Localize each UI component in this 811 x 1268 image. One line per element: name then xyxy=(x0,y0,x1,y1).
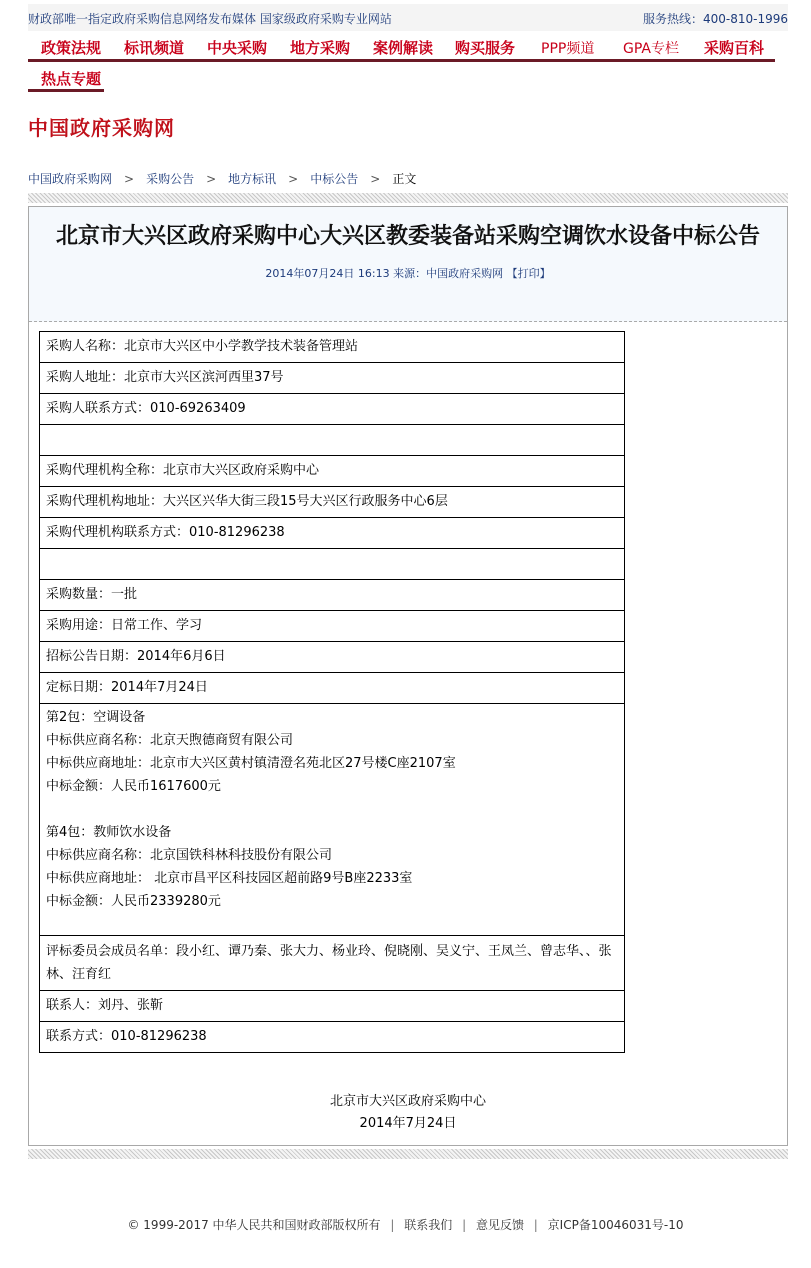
breadcrumb-current: 正文 xyxy=(392,172,417,186)
breadcrumb-home[interactable]: 中国政府采购网 xyxy=(28,172,113,186)
tender-date: 招标公告日期：2014年6月6日 xyxy=(40,642,625,673)
empty-row xyxy=(40,549,625,580)
chevron-right-icon: > xyxy=(288,172,299,186)
article-container xyxy=(28,206,788,1146)
divider-hatch-top xyxy=(28,193,788,203)
award-date: 定标日期：2014年7月24日 xyxy=(40,673,625,704)
contact-phone: 联系方式：010-81296238 xyxy=(40,1022,625,1053)
buyer-name: 采购人名称：北京市大兴区中小学教学技术装备管理站 xyxy=(40,332,625,363)
package-title: 第4包：教师饮水设备 xyxy=(46,825,172,840)
source-label: 来源： xyxy=(393,267,427,280)
package-title: 第2包：空调设备 xyxy=(46,710,146,725)
award-amount: 中标金额：人民币2339280元 xyxy=(46,894,221,909)
icp-link[interactable]: 京ICP备10046031号-10 xyxy=(547,1218,684,1232)
breadcrumb-award-announcements[interactable]: 中标公告 xyxy=(310,172,359,186)
print-button[interactable]: 【打印】 xyxy=(506,267,551,280)
divider-hatch-bottom xyxy=(28,1149,788,1159)
purchase-purpose: 采购用途：日常工作、学习 xyxy=(40,611,625,642)
award-info-table xyxy=(39,331,625,1053)
footer xyxy=(0,1216,811,1233)
breadcrumb-local-tenders[interactable]: 地方标讯 xyxy=(228,172,277,186)
agency-contact: 采购代理机构联系方式：010-81296238 xyxy=(40,518,625,549)
chevron-right-icon: > xyxy=(370,172,381,186)
breadcrumb xyxy=(28,170,416,187)
divider: | xyxy=(462,1218,467,1232)
supplier-name: 中标供应商名称：北京国铁科林科技股份有限公司 xyxy=(46,848,333,863)
article-header xyxy=(29,207,787,322)
signature-org: 北京市大兴区政府采购中心 xyxy=(329,1094,486,1109)
committee-members: 评标委员会成员名单：段小红、谭乃秦、张大力、杨业玲、倪晓刚、吴义宁、王凤兰、曾志华、、张林、汪育红 xyxy=(40,936,625,991)
nav-item-tender-channel[interactable]: 标讯频道 xyxy=(124,39,185,57)
nav-item-central-procurement[interactable]: 中央采购 xyxy=(207,39,268,57)
article-meta xyxy=(29,265,787,281)
publish-date: 2014年07月24日 16:13 xyxy=(265,267,390,280)
supplier-address: 中标供应商地址：北京市大兴区黄村镇清澄名苑北区27号楼C座2107室 xyxy=(46,756,456,771)
spacer xyxy=(46,798,618,821)
buyer-contact: 采购人联系方式：010-69263409 xyxy=(40,394,625,425)
chevron-right-icon: > xyxy=(124,172,135,186)
signature-date: 2014年7月24日 xyxy=(359,1116,457,1131)
nav-item-local-procurement[interactable]: 地方采购 xyxy=(290,39,351,57)
copyright: © 1999-2017 中华人民共和国财政部版权所有 xyxy=(127,1218,381,1232)
service-hotline: 服务热线：400-810-1996 xyxy=(642,12,788,26)
breadcrumb-announcements[interactable]: 采购公告 xyxy=(146,172,195,186)
feedback-link[interactable]: 意见反馈 xyxy=(475,1218,524,1232)
contact-person: 联系人：刘丹、张靳 xyxy=(40,991,625,1022)
signature-block xyxy=(29,1091,787,1135)
contact-us-link[interactable]: 联系我们 xyxy=(404,1218,453,1232)
chevron-right-icon: > xyxy=(206,172,217,186)
nav-item-policy[interactable]: 政策法规 xyxy=(41,39,102,57)
divider: | xyxy=(533,1218,538,1232)
supplier-address: 中标供应商地址： 北京市昌平区科技园区超前路9号B座2233室 xyxy=(46,871,413,886)
empty-row xyxy=(40,425,625,456)
purchase-quantity: 采购数量：一批 xyxy=(40,580,625,611)
nav-item-purchase-services[interactable]: 购买服务 xyxy=(455,39,516,57)
nav-item-case-analysis[interactable]: 案例解读 xyxy=(373,39,434,57)
supplier-name: 中标供应商名称：北京天煦德商贸有限公司 xyxy=(46,733,294,748)
nav-item-ppp[interactable]: PPP频道 xyxy=(541,41,595,57)
agency-name: 采购代理机构全称：北京市大兴区政府采购中心 xyxy=(40,456,625,487)
source-name: 中国政府采购网 xyxy=(426,267,504,280)
package-details xyxy=(40,704,625,936)
nav-item-hot-topics[interactable]: 热点专题 xyxy=(41,70,102,88)
award-amount: 中标金额：人民币1617600元 xyxy=(46,779,221,794)
nav-item-encyclopedia[interactable]: 采购百科 xyxy=(704,39,765,57)
main-nav xyxy=(28,33,775,62)
site-slogan: 财政部唯一指定政府采购信息网络发布媒体 国家级政府采购专业网站 xyxy=(28,12,392,26)
article-title: 北京市大兴区政府采购中心大兴区教委装备站采购空调饮水设备中标公告 xyxy=(55,223,760,249)
top-bar xyxy=(28,4,788,31)
main-nav-row2 xyxy=(28,64,104,92)
nav-item-gpa[interactable]: GPA专栏 xyxy=(623,41,679,57)
divider: | xyxy=(390,1218,395,1232)
site-logo[interactable]: 中国政府采购网 xyxy=(28,116,175,140)
agency-address: 采购代理机构地址：大兴区兴华大街三段15号大兴区行政服务中心6层 xyxy=(40,487,625,518)
buyer-address: 采购人地址：北京市大兴区滨河西里37号 xyxy=(40,363,625,394)
